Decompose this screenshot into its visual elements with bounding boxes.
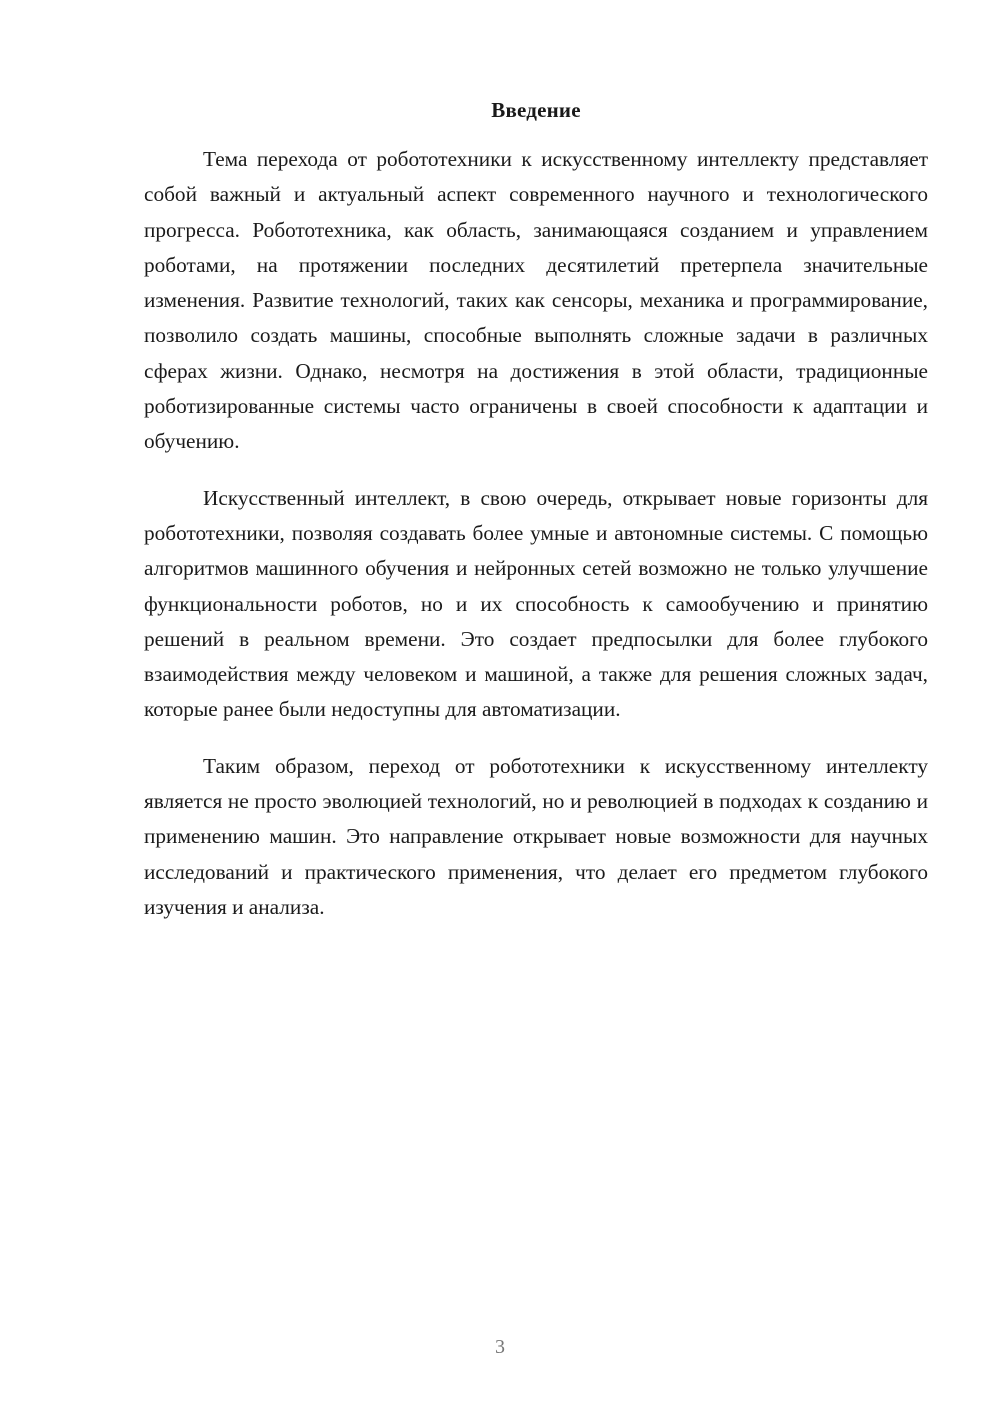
page-number: 3 xyxy=(495,1336,505,1358)
page-content xyxy=(144,95,928,946)
paragraph-2: Искусственный интеллект, в свою очередь, открывает новые горизонты для робототехники, позволяя создавать более умные и автономные системы. С помощью алгоритмов машинного обучения и нейронных сетей возможно не только улучшение функциональности роботов, но и их способность к самообучению и принятию решений в реальном времени. Это создает предпосылки для более глубокого взаимодействия между человеком и машиной, а также для решения сложных задач, которые ранее были недоступны для автоматизации. xyxy=(144,485,928,722)
paragraph-3: Таким образом, переход от робототехники к искусственному интеллекту является не просто эволюцией технологий, но и революцией в подходах к созданию и применению машин. Это направление открывает новые возможности для научных исследований и практического применения, что делает его предметом глубокого изучения и анализа. xyxy=(144,753,928,919)
section-title: Введение xyxy=(491,98,581,122)
paragraph-1: Тема перехода от робототехники к искусственному интеллекту представляет собой важный и актуальный аспект современного научного и технологического прогресса. Робототехника, как область, занимающаяся созданием и управлением роботами, на протяжении последних десятилетий претерпела значительные изменения. Развитие технологий, таких как сенсоры, механика и программирование, позволило создать машины, способные выполнять сложные задачи в различных сферах жизни. Однако, несмотря на достижения в этой области, традиционные роботизированные системы часто ограничены в своей способности к адаптации и обучению. xyxy=(144,147,928,454)
